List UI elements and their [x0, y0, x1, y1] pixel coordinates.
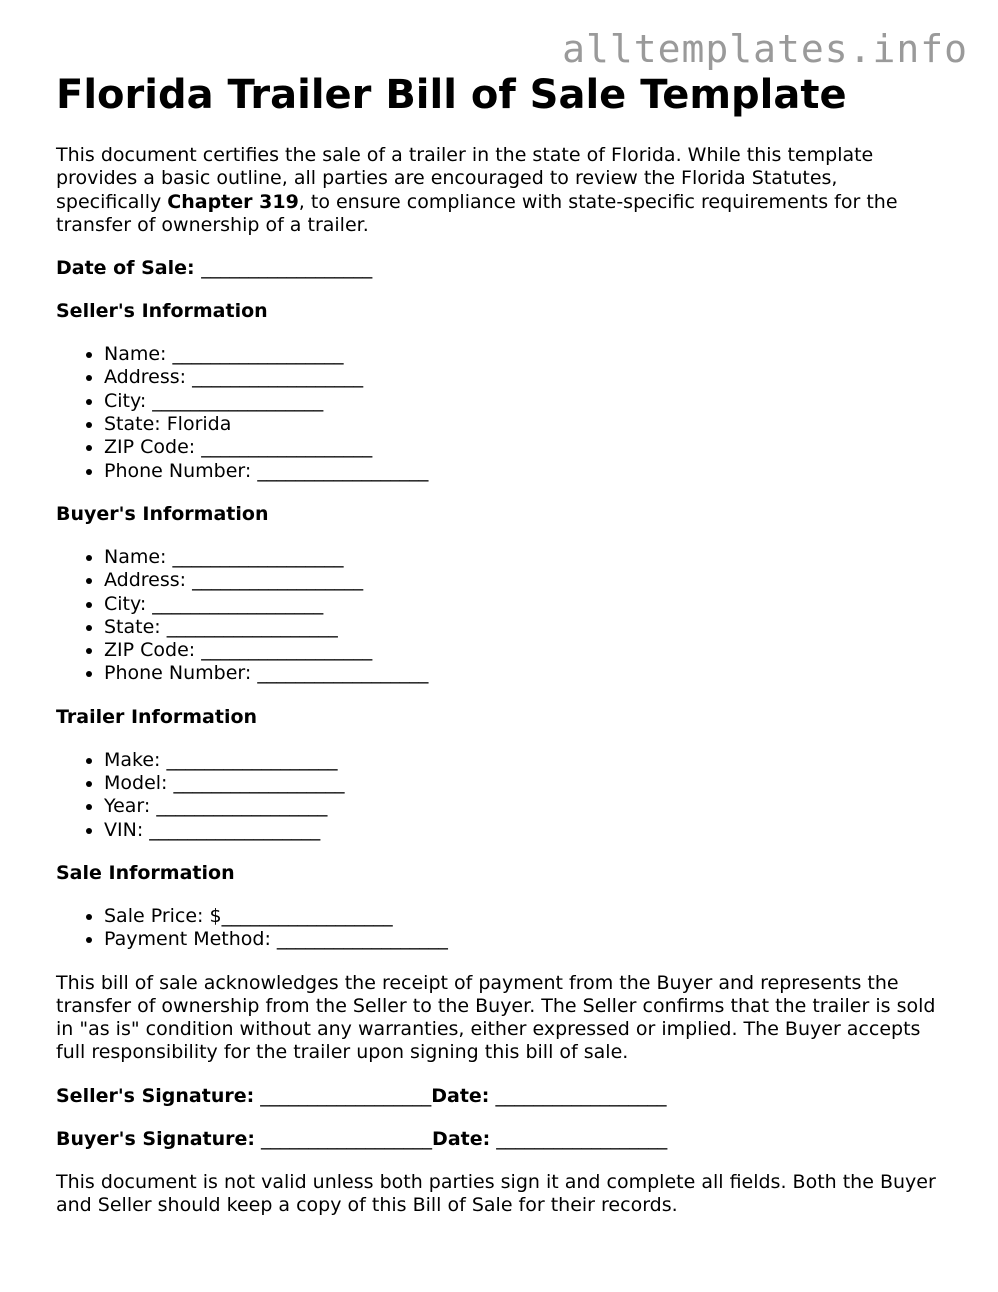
intro-text-before: This document certifies the sale of a trailer in the state of Florida. While this template provides a basic outline, all parties are encouraged to review the Florida Statutes, specifically [56, 144, 874, 213]
trailer-info-list [56, 749, 936, 842]
trailer-model-item: • Model: __________________ [104, 772, 936, 795]
seller-date-label: Date: [431, 1084, 490, 1107]
date-of-sale-label: Date of Sale: [56, 257, 195, 280]
seller-address-item: • Address: __________________ [104, 366, 936, 389]
footer-paragraph: This document is not valid unless both parties sign it and complete all fields. Both the Buyer and Seller should keep a copy of this Bill of Sale for their records. [56, 1170, 936, 1217]
seller-signature-line [56, 1085, 936, 1108]
trailer-vin-item: • VIN: __________________ [104, 819, 936, 842]
sale-price-item: • Sale Price: $__________________ [104, 905, 936, 928]
seller-name-item: • Name: __________________ [104, 343, 936, 366]
buyer-info-list [56, 546, 936, 686]
buyer-city-item: • City: __________________ [104, 593, 936, 616]
sale-info-list [56, 905, 936, 952]
buyer-signature-line [56, 1128, 936, 1151]
buyer-signature-label: Buyer's Signature: [56, 1127, 255, 1150]
date-of-sale-blank: __________________ [201, 257, 373, 280]
trailer-year-item: • Year: __________________ [104, 795, 936, 818]
watermark: alltemplates.info [562, 27, 968, 71]
seller-city-item: • City: __________________ [104, 390, 936, 413]
seller-date-blank: __________________ [489, 1084, 667, 1107]
buyer-phone-item: • Phone Number: __________________ [104, 662, 936, 685]
trailer-make-item: • Make: __________________ [104, 749, 936, 772]
buyer-section-heading: Buyer's Information [56, 502, 269, 525]
buyer-name-item: • Name: __________________ [104, 546, 936, 569]
seller-section-heading: Seller's Information [56, 300, 268, 323]
buyer-address-item: • Address: __________________ [104, 569, 936, 592]
payment-method-item: • Payment Method: __________________ [104, 928, 936, 951]
page-title: Florida Trailer Bill of Sale Template [56, 72, 847, 118]
trailer-section-heading: Trailer Information [56, 705, 258, 728]
buyer-date-blank: __________________ [490, 1127, 668, 1150]
buyer-signature-blank: __________________ [255, 1127, 433, 1150]
buyer-zip-item: • ZIP Code: __________________ [104, 639, 936, 662]
document-page [56, 72, 936, 1217]
sale-section-heading: Sale Information [56, 861, 235, 884]
intro-text-after: , to ensure compliance with state-specific requirements for the transfer of ownership of a trailer. [56, 190, 898, 236]
buyer-date-label: Date: [432, 1127, 491, 1150]
date-of-sale-field [56, 257, 936, 280]
intro-paragraph [56, 144, 936, 237]
acknowledgement-paragraph: This bill of sale acknowledges the receipt of payment from the Buyer and represents the transfer of ownership from the Seller to the Buyer. The Seller confirms that the trailer is sold in "as is" condition without any warranties, either expressed or implied. The Buyer accepts full responsibility for the trailer upon signing this bill of sale. [56, 971, 936, 1064]
seller-zip-item: • ZIP Code: __________________ [104, 436, 936, 459]
seller-info-list [56, 343, 936, 483]
buyer-state-item: • State: __________________ [104, 616, 936, 639]
seller-signature-blank: __________________ [254, 1084, 432, 1107]
seller-signature-label: Seller's Signature: [56, 1084, 255, 1107]
seller-phone-item: • Phone Number: __________________ [104, 460, 936, 483]
seller-state-item: • State: Florida [104, 413, 936, 436]
intro-statute-reference: Chapter 319 [167, 190, 299, 213]
